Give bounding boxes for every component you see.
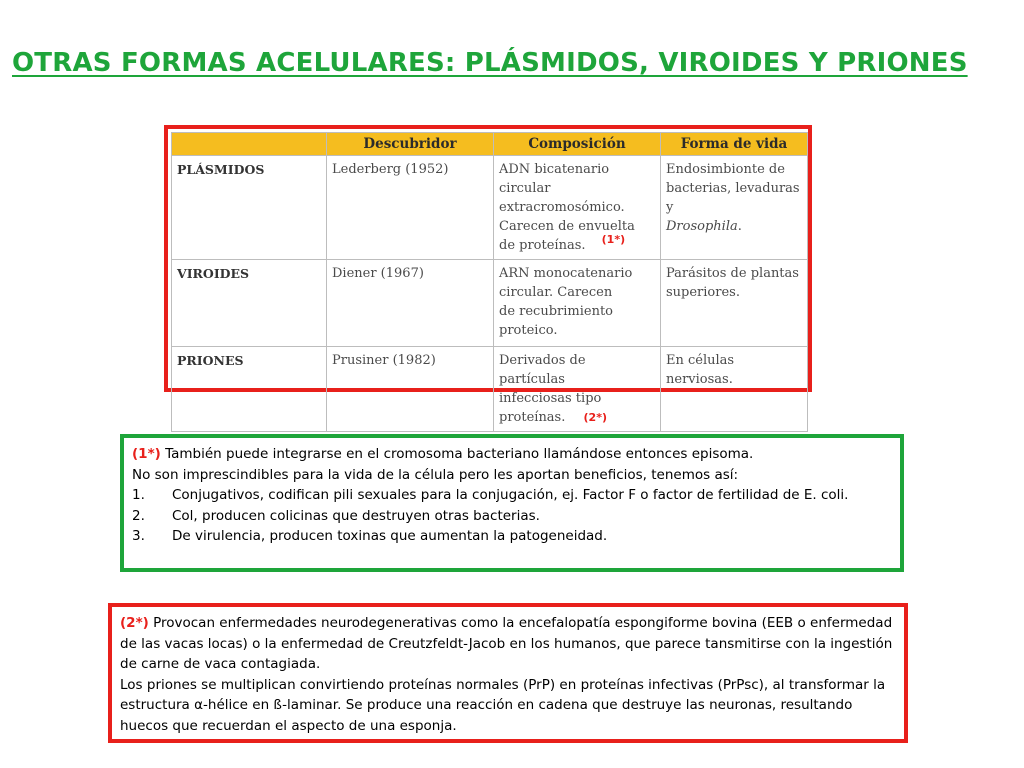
list-text: Col, producen colicinas que destruyen otras bacterias. bbox=[172, 507, 540, 524]
composition-line: Derivados de partículas bbox=[499, 353, 586, 387]
row-discoverer: Prusiner (1982) bbox=[327, 347, 494, 432]
table-row bbox=[172, 260, 808, 347]
lifeform-line: Parásitos de plantas bbox=[666, 266, 799, 281]
note-paragraph: Los priones se multiplican convirtiendo proteínas normales (PrP) en proteínas infectivas (PrPsc), al transformar la estructura α-hélice en ß-laminar. Se produce una reacción en cadena que destruye las neuronas, resultando huecos que recuerdan el aspecto de una esponja. bbox=[120, 676, 886, 734]
list-number: 3. bbox=[132, 528, 145, 544]
note-text: Provocan enfermedades neurodegenerativas como la encefalopatía espongiforme bovina (EEB o enfermedad de las vacas locas) o la enfermedad de Creutzfeldt-Jacob en los humanos, que parece tansmitirse con la ingestión de carne de vaca contagiada. bbox=[120, 615, 893, 672]
composition-line: circular. Carecen bbox=[499, 285, 613, 300]
list-item bbox=[132, 526, 892, 547]
comparison-table-frame bbox=[164, 125, 812, 425]
plasmid-types-list bbox=[132, 485, 892, 547]
lifeform-end: . bbox=[737, 219, 742, 234]
reference-marker: (1*) bbox=[601, 233, 626, 246]
lifeform-line: Endosimbionte de bbox=[666, 162, 785, 177]
lifeform-italic: Drosophila bbox=[666, 219, 738, 234]
row-discoverer: Lederberg (1952) bbox=[327, 156, 494, 260]
composition-line: infecciosas tipo bbox=[499, 391, 602, 406]
row-composition bbox=[494, 156, 661, 260]
note-paragraph bbox=[120, 613, 896, 675]
row-composition bbox=[494, 260, 661, 347]
lifeform-line: bacterias, levaduras y bbox=[666, 181, 800, 215]
row-name: PLÁSMIDOS bbox=[172, 156, 327, 260]
list-item bbox=[132, 506, 892, 527]
row-name: PRIONES bbox=[172, 347, 327, 432]
row-discoverer: Diener (1967) bbox=[327, 260, 494, 347]
list-number: 2. bbox=[132, 507, 145, 524]
header-lifeform: Forma de vida bbox=[661, 133, 808, 156]
lifeform-line bbox=[666, 217, 802, 236]
composition-line: proteico. bbox=[499, 323, 558, 338]
header-empty bbox=[172, 133, 327, 156]
list-text: Conjugativos, codifican pili sexuales para la conjugación, ej. Factor F o factor de fertilidad de E. coli. bbox=[172, 487, 849, 503]
list-number: 1. bbox=[132, 487, 145, 503]
composition-line: ARN monocatenario bbox=[499, 266, 633, 281]
composition-line bbox=[499, 233, 655, 255]
row-lifeform bbox=[661, 156, 808, 260]
row-name: VIROIDES bbox=[172, 260, 327, 347]
header-discoverer: Descubridor bbox=[327, 133, 494, 156]
composition-line: de recubrimiento bbox=[499, 304, 614, 319]
list-text: De virulencia, producen toxinas que aumentan la patogeneidad. bbox=[172, 528, 608, 544]
plasmid-note-box bbox=[120, 434, 904, 572]
prion-note-box bbox=[108, 603, 908, 743]
page-title: OTRAS FORMAS ACELULARES: PLÁSMIDOS, VIROIDES Y PRIONES bbox=[12, 48, 968, 78]
header-composition: Composición bbox=[494, 133, 661, 156]
note-line: No son imprescindibles para la vida de la célula pero les aportan beneficios, tenemos así: bbox=[132, 466, 739, 483]
lifeform-line: superiores. bbox=[666, 285, 740, 300]
composition-line: Carecen de envuelta bbox=[499, 219, 635, 234]
note-intro-text: También puede integrarse en el cromosoma bacteriano llamándose entonces episoma. bbox=[160, 446, 754, 462]
note-intro bbox=[132, 444, 892, 465]
row-lifeform bbox=[661, 260, 808, 347]
composition-line bbox=[499, 408, 655, 427]
table-row bbox=[172, 347, 808, 432]
composition-line: ADN bicatenario circular bbox=[499, 162, 610, 196]
reference-marker: (2*) bbox=[583, 411, 607, 424]
table-header-row bbox=[172, 133, 808, 156]
note-ref: (2*) bbox=[120, 615, 149, 631]
note-ref: (1*) bbox=[132, 446, 161, 462]
lifeform-line: En células nerviosas. bbox=[666, 353, 735, 387]
row-composition bbox=[494, 347, 661, 432]
table-row bbox=[172, 156, 808, 260]
composition-line-text: de proteínas. bbox=[499, 238, 586, 253]
row-lifeform bbox=[661, 347, 808, 432]
list-item bbox=[132, 485, 892, 506]
composition-line: extracromosómico. bbox=[499, 200, 625, 215]
composition-line-text: proteínas. bbox=[499, 410, 566, 425]
comparison-table bbox=[171, 132, 808, 432]
